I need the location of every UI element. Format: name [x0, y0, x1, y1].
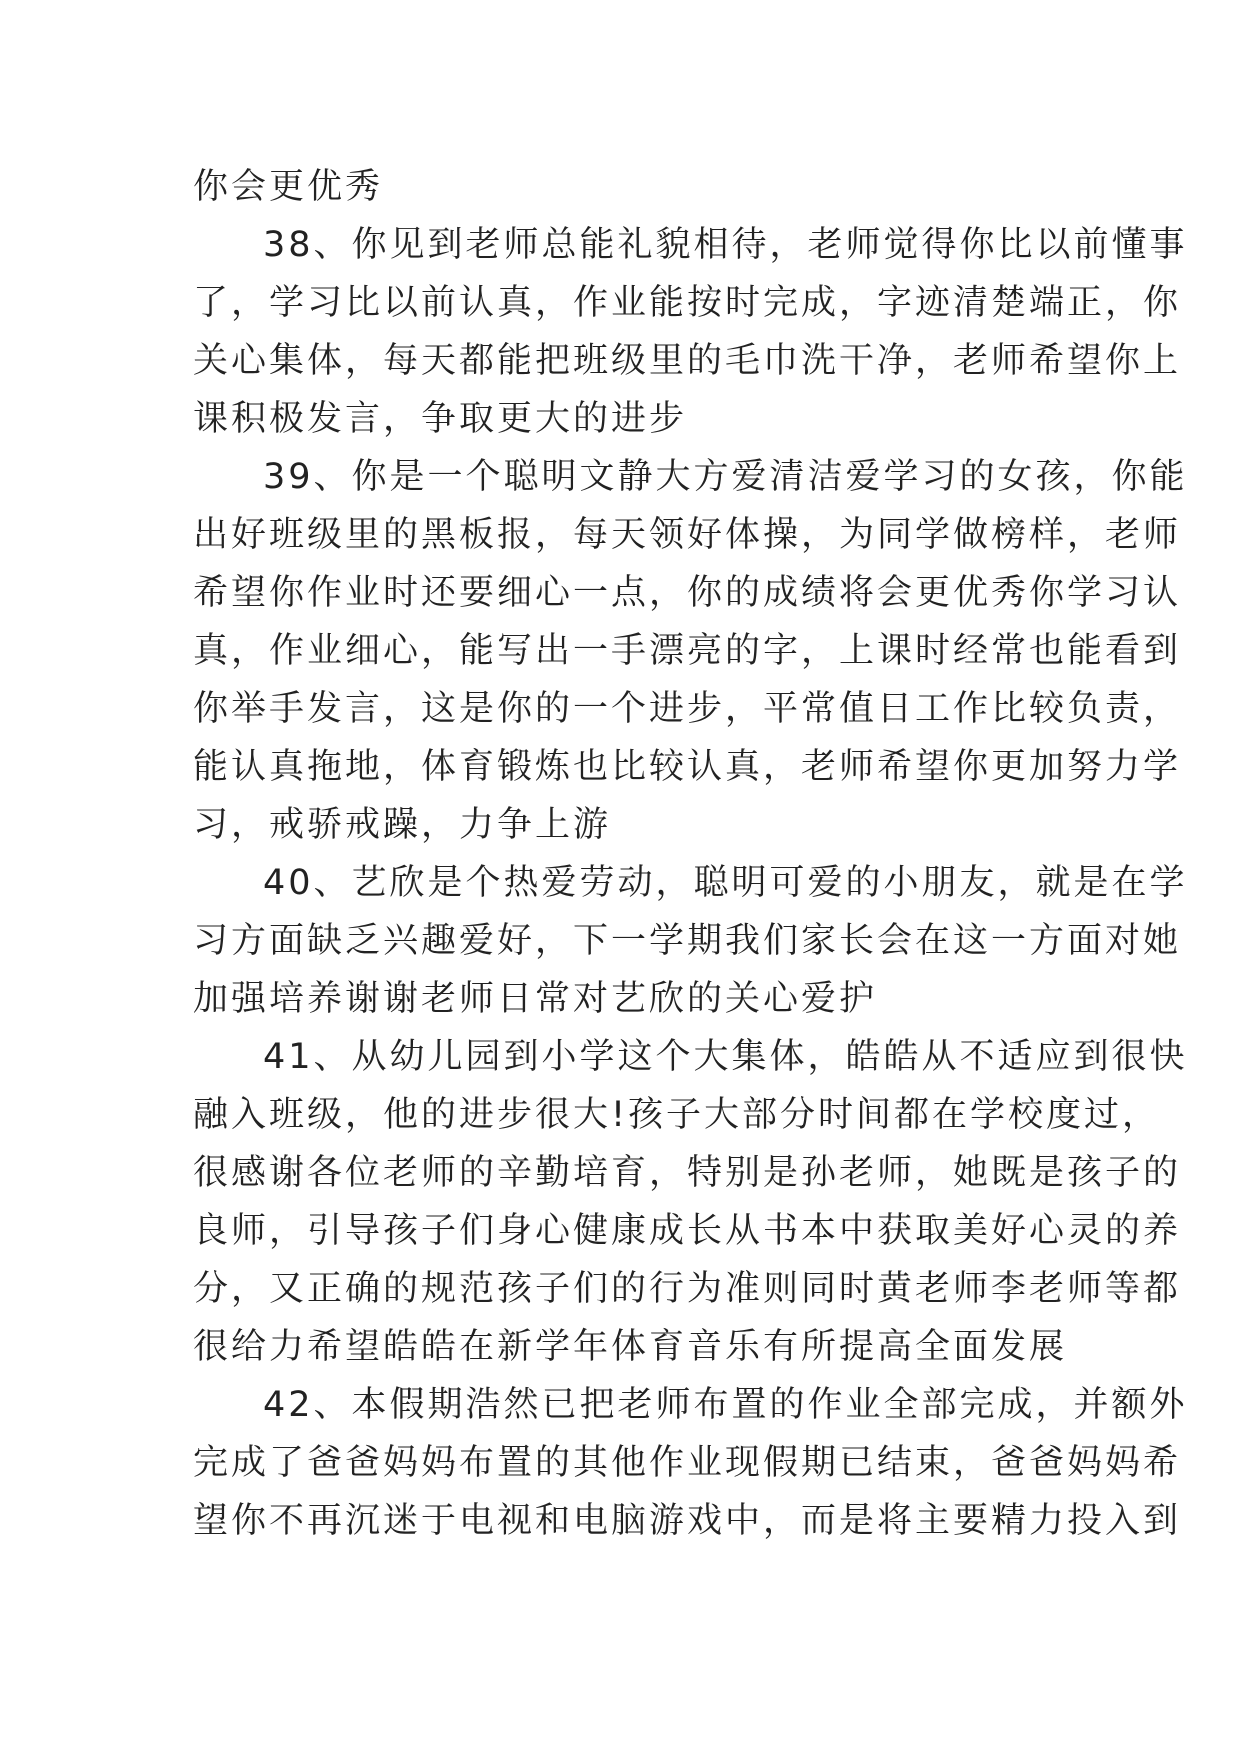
text-line: 完成了爸爸妈妈布置的其他作业现假期已结束，爸爸妈妈希: [193, 1443, 1182, 1483]
text-line: 真，作业细心，能写出一手漂亮的字，上课时经常也能看到: [193, 631, 1182, 671]
text-line: 关心集体，每天都能把班级里的毛巾洗干净，老师希望你上: [193, 341, 1182, 381]
text-line: 习方面缺乏兴趣爱好，下一学期我们家长会在这一方面对她: [193, 921, 1182, 961]
text-line: 习，戒骄戒躁，力争上游: [193, 805, 612, 845]
paragraph-first-line: 39、你是一个聪明文静大方爱清洁爱学习的女孩，你能: [263, 457, 1188, 497]
text-line: 了，学习比以前认真，作业能按时完成，字迹清楚端正，你: [193, 283, 1182, 323]
text-line: 望你不再沉迷于电视和电脑游戏中，而是将主要精力投入到: [193, 1501, 1182, 1541]
text-line: 很感谢各位老师的辛勤培育，特别是孙老师，她既是孩子的: [193, 1153, 1182, 1193]
text-line: 能认真拖地，体育锻炼也比较认真，老师希望你更加努力学: [193, 747, 1182, 787]
text-line: 课积极发言，争取更大的进步: [193, 399, 688, 439]
paragraph-first-line: 40、艺欣是个热爱劳动，聪明可爱的小朋友，就是在学: [263, 863, 1188, 903]
paragraph-first-line: 42、本假期浩然已把老师布置的作业全部完成，并额外: [263, 1385, 1188, 1425]
text-line: 希望你作业时还要细心一点，你的成绩将会更优秀你学习认: [193, 573, 1182, 613]
text-line: 很给力希望皓皓在新学年体育音乐有所提高全面发展: [193, 1327, 1068, 1367]
text-line: 你会更优秀: [193, 167, 384, 207]
paragraph-first-line: 38、你见到老师总能礼貌相待，老师觉得你比以前懂事: [263, 225, 1188, 265]
text-line: 融入班级，他的进步很大!孩子大部分时间都在学校度过，: [193, 1095, 1161, 1135]
text-line: 良师，引导孩子们身心健康成长从书本中获取美好心灵的养: [193, 1211, 1182, 1251]
text-line: 你举手发言，这是你的一个进步，平常值日工作比较负责，: [193, 689, 1182, 729]
text-line: 分，又正确的规范孩子们的行为准则同时黄老师李老师等都: [193, 1269, 1182, 1309]
text-line: 加强培养谢谢老师日常对艺欣的关心爱护: [193, 979, 878, 1019]
text-line: 出好班级里的黑板报，每天领好体操，为同学做榜样，老师: [193, 515, 1182, 555]
document-body: [193, 158, 1188, 1550]
paragraph-first-line: 41、从幼儿园到小学这个大集体，皓皓从不适应到很快: [263, 1037, 1188, 1077]
